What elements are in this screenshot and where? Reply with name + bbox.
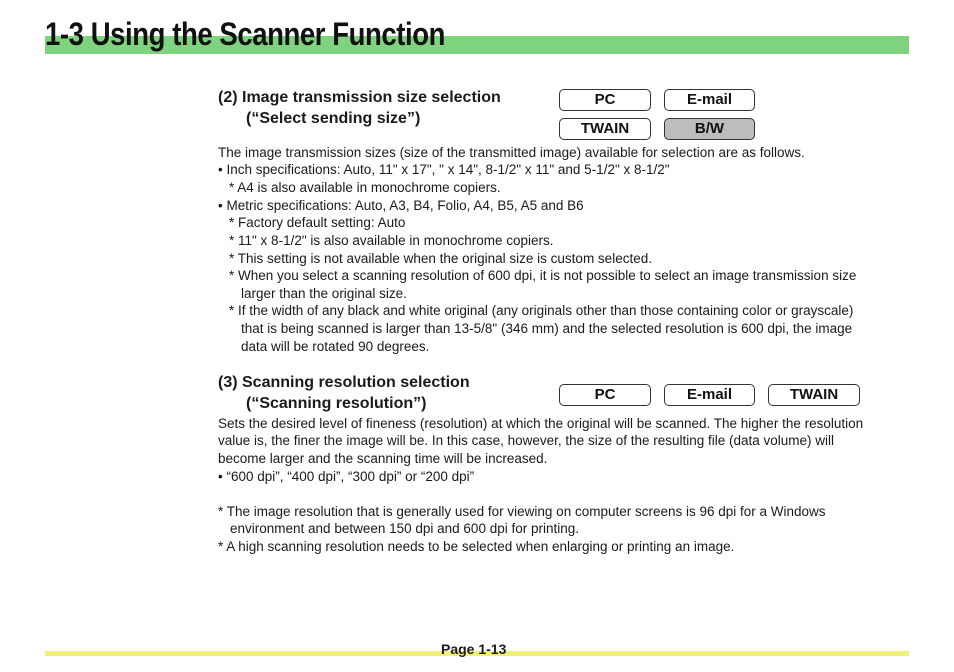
section-3-heading [218,372,470,414]
note-600dpi-line1: * When you select a scanning resolution of 600 dpi, it is not possible to select an image transmission size [229,268,857,283]
note-custom: * This setting is not available when the original size is custom selected. [229,251,652,266]
metric-specifications: • Metric specifications: Auto, A3, B4, Folio, A4, B5, A5 and B6 [218,198,584,213]
note-a4: * A4 is also available in monochrome copiers. [229,180,501,195]
section-3-heading-line2: (“Scanning resolution”) [246,395,427,412]
dpi-options: • “600 dpi”, “400 dpi”, “300 dpi” or “200 dpi” [218,469,475,484]
pc-button: PC [559,384,651,406]
section-3-heading-line1: (3) Scanning resolution selection [218,374,470,391]
note-bw-line3: data will be rotated 90 degrees. [241,339,430,354]
note-high-resolution: * A high scanning resolution needs to be selected when enlarging or printing an image. [218,539,735,554]
note-96dpi-line1: * The image resolution that is generally used for viewing on computer screens is 96 dpi for a Windows [218,504,826,519]
twain-button: TWAIN [768,384,860,406]
note-default: * Factory default setting: Auto [229,215,406,230]
section-2-heading-line2: (“Select sending size”) [246,110,421,127]
note-bw-line1: * If the width of any black and white original (any originals other than those containing color or grayscale) [229,303,854,318]
email-button: E-mail [664,89,755,111]
twain-button: TWAIN [559,118,651,140]
section-2-heading-line1: (2) Image transmission size selection [218,89,501,106]
pc-button: PC [559,89,651,111]
note-96dpi-line2: environment and between 150 dpi and 600 dpi for printing. [230,521,579,536]
section-2-heading [218,87,501,129]
email-button: E-mail [664,384,755,406]
note-11x8: * 11" x 8-1/2" is also available in monochrome copiers. [229,233,554,248]
section-3-desc-line2: value is, the finer the image will be. In this case, however, the size of the resulting file (data volume) will [218,433,835,448]
note-bw-line2: that is being scanned is larger than 13-5/8" (346 mm) and the selected resolution is 600 dpi, the image [241,321,853,336]
note-600dpi-line2: larger than the original size. [241,286,407,301]
section-3-desc-line3: become larger and the scanning time will be increased. [218,451,548,466]
inch-specifications: • Inch specifications: Auto, 11" x 17", " x 14", 8-1/2" x 11" and 5-1/2" x 8-1/2" [218,162,670,177]
bw-button: B/W [664,118,755,140]
page-title: 1-3 Using the Scanner Function [45,16,445,52]
page-number: Page 1-13 [441,641,507,657]
section-2-intro: The image transmission sizes (size of the transmitted image) available for selection are as follows. [218,145,805,160]
section-3-desc-line1: Sets the desired level of fineness (resolution) at which the original will be scanned. The higher the resolution [218,416,864,431]
